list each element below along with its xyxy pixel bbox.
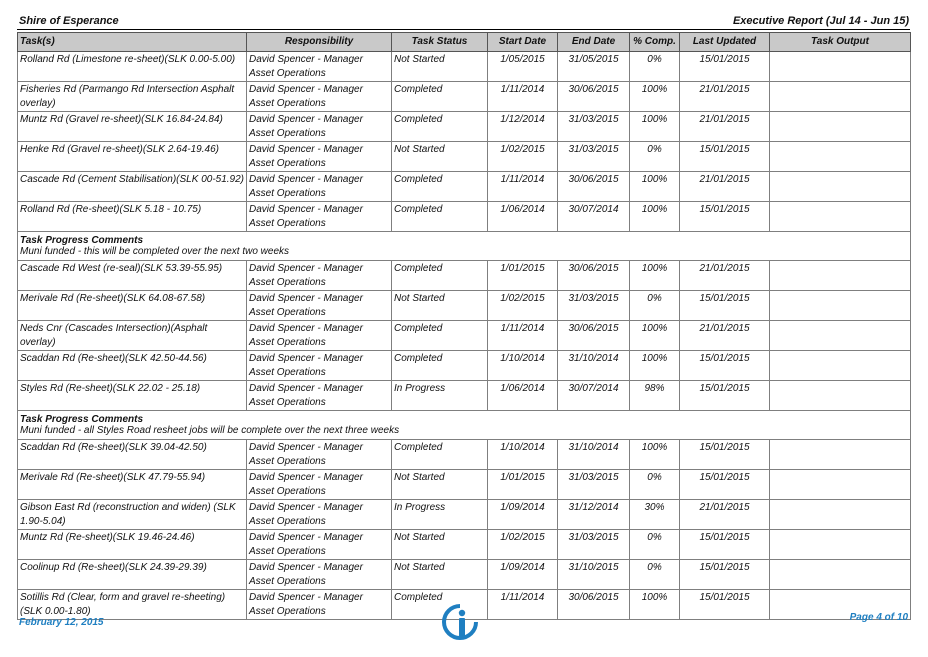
report-title: Executive Report (Jul 14 - Jun 15) bbox=[732, 15, 909, 27]
responsibility-cell: David Spencer - Manager Asset Operations bbox=[247, 500, 392, 530]
task-cell: Cascade Rd (Cement Stabilisation)(SLK 00-51.92) bbox=[18, 172, 247, 202]
last-updated-cell: 21/01/2015 bbox=[680, 112, 770, 142]
task-output-cell bbox=[770, 261, 911, 291]
responsibility-cell: David Spencer - Manager Asset Operations bbox=[247, 202, 392, 232]
percent-complete-cell: 100% bbox=[630, 590, 680, 620]
progress-comment-cell bbox=[18, 232, 911, 261]
end-date-cell: 31/03/2015 bbox=[558, 112, 630, 142]
last-updated-cell: 15/01/2015 bbox=[680, 142, 770, 172]
progress-comment-text: Muni funded - all Styles Road resheet jobs will be complete over the next three weeks bbox=[20, 425, 400, 436]
end-date-cell: 31/03/2015 bbox=[558, 530, 630, 560]
table-row bbox=[18, 291, 911, 321]
status-cell: Completed bbox=[392, 172, 488, 202]
responsibility-cell: David Spencer - Manager Asset Operations bbox=[247, 142, 392, 172]
table-header-row bbox=[18, 33, 911, 52]
responsibility-cell: David Spencer - Manager Asset Operations bbox=[247, 590, 392, 620]
task-output-cell bbox=[770, 351, 911, 381]
responsibility-cell: David Spencer - Manager Asset Operations bbox=[247, 172, 392, 202]
last-updated-cell: 15/01/2015 bbox=[680, 202, 770, 232]
end-date-cell: 31/12/2014 bbox=[558, 500, 630, 530]
status-cell: Completed bbox=[392, 440, 488, 470]
col-updated-header: Last Updated bbox=[680, 33, 770, 52]
percent-complete-cell: 100% bbox=[630, 172, 680, 202]
task-cell: Muntz Rd (Gravel re-sheet)(SLK 16.84-24.84) bbox=[18, 112, 247, 142]
task-cell: Neds Cnr (Cascades Intersection)(Asphalt overlay) bbox=[18, 321, 247, 351]
table-row bbox=[18, 52, 911, 82]
task-cell: Merivale Rd (Re-sheet)(SLK 64.08-67.58) bbox=[18, 291, 247, 321]
start-date-cell: 1/10/2014 bbox=[488, 440, 558, 470]
percent-complete-cell: 100% bbox=[630, 112, 680, 142]
table-row bbox=[18, 202, 911, 232]
progress-comment-text: Muni funded - this will be completed over the next two weeks bbox=[20, 246, 290, 257]
col-comp-header: % Comp. bbox=[630, 33, 680, 52]
task-cell: Sotillis Rd (Clear, form and gravel re-sheeting) (SLK 0.00-1.80) bbox=[18, 590, 247, 620]
task-output-cell bbox=[770, 172, 911, 202]
responsibility-cell: David Spencer - Manager Asset Operations bbox=[247, 381, 392, 411]
table-row bbox=[18, 261, 911, 291]
task-output-cell bbox=[770, 500, 911, 530]
responsibility-cell: David Spencer - Manager Asset Operations bbox=[247, 52, 392, 82]
col-responsibility-header: Responsibility bbox=[247, 33, 392, 52]
status-cell: Not Started bbox=[392, 470, 488, 500]
table-row bbox=[18, 172, 911, 202]
status-cell: Completed bbox=[392, 82, 488, 112]
percent-complete-cell: 0% bbox=[630, 291, 680, 321]
col-start-header: Start Date bbox=[488, 33, 558, 52]
start-date-cell: 1/09/2014 bbox=[488, 500, 558, 530]
progress-comment-cell bbox=[18, 411, 911, 440]
end-date-cell: 31/03/2015 bbox=[558, 142, 630, 172]
percent-complete-cell: 0% bbox=[630, 52, 680, 82]
percent-complete-cell: 0% bbox=[630, 470, 680, 500]
table-row bbox=[18, 381, 911, 411]
task-cell: Styles Rd (Re-sheet)(SLK 22.02 - 25.18) bbox=[18, 381, 247, 411]
end-date-cell: 30/06/2015 bbox=[558, 261, 630, 291]
table-row bbox=[18, 500, 911, 530]
header-divider bbox=[17, 29, 910, 30]
status-cell: Not Started bbox=[392, 530, 488, 560]
last-updated-cell: 21/01/2015 bbox=[680, 82, 770, 112]
start-date-cell: 1/02/2015 bbox=[488, 530, 558, 560]
end-date-cell: 31/03/2015 bbox=[558, 291, 630, 321]
status-cell: Completed bbox=[392, 112, 488, 142]
responsibility-cell: David Spencer - Manager Asset Operations bbox=[247, 470, 392, 500]
task-output-cell bbox=[770, 142, 911, 172]
task-cell: Henke Rd (Gravel re-sheet)(SLK 2.64-19.46) bbox=[18, 142, 247, 172]
table-row bbox=[18, 321, 911, 351]
percent-complete-cell: 100% bbox=[630, 261, 680, 291]
last-updated-cell: 15/01/2015 bbox=[680, 470, 770, 500]
footer-date: February 12, 2015 bbox=[19, 617, 104, 628]
end-date-cell: 30/06/2015 bbox=[558, 82, 630, 112]
end-date-cell: 31/10/2015 bbox=[558, 560, 630, 590]
last-updated-cell: 15/01/2015 bbox=[680, 530, 770, 560]
end-date-cell: 30/07/2014 bbox=[558, 202, 630, 232]
task-output-cell bbox=[770, 291, 911, 321]
last-updated-cell: 15/01/2015 bbox=[680, 440, 770, 470]
task-output-cell bbox=[770, 560, 911, 590]
end-date-cell: 30/06/2015 bbox=[558, 590, 630, 620]
percent-complete-cell: 100% bbox=[630, 321, 680, 351]
percent-complete-cell: 100% bbox=[630, 202, 680, 232]
last-updated-cell: 15/01/2015 bbox=[680, 291, 770, 321]
status-cell: Not Started bbox=[392, 291, 488, 321]
start-date-cell: 1/10/2014 bbox=[488, 351, 558, 381]
task-table bbox=[17, 32, 911, 620]
status-cell: Completed bbox=[392, 590, 488, 620]
percent-complete-cell: 0% bbox=[630, 560, 680, 590]
responsibility-cell: David Spencer - Manager Asset Operations bbox=[247, 261, 392, 291]
last-updated-cell: 21/01/2015 bbox=[680, 172, 770, 202]
table-row bbox=[18, 530, 911, 560]
task-cell: Fisheries Rd (Parmango Rd Intersection Asphalt overlay) bbox=[18, 82, 247, 112]
task-cell: Rolland Rd (Limestone re-sheet)(SLK 0.00-5.00) bbox=[18, 52, 247, 82]
status-cell: Completed bbox=[392, 321, 488, 351]
col-end-header: End Date bbox=[558, 33, 630, 52]
percent-complete-cell: 0% bbox=[630, 530, 680, 560]
responsibility-cell: David Spencer - Manager Asset Operations bbox=[247, 440, 392, 470]
task-output-cell bbox=[770, 470, 911, 500]
percent-complete-cell: 100% bbox=[630, 82, 680, 112]
col-status-header: Task Status bbox=[392, 33, 488, 52]
table-row bbox=[18, 82, 911, 112]
start-date-cell: 1/06/2014 bbox=[488, 202, 558, 232]
percent-complete-cell: 0% bbox=[630, 142, 680, 172]
start-date-cell: 1/11/2014 bbox=[488, 82, 558, 112]
info-i-logo-icon bbox=[440, 604, 480, 640]
task-output-cell bbox=[770, 381, 911, 411]
page-number: Page 4 of 10 bbox=[849, 612, 908, 623]
end-date-cell: 31/10/2014 bbox=[558, 351, 630, 381]
start-date-cell: 1/09/2014 bbox=[488, 560, 558, 590]
status-cell: Completed bbox=[392, 261, 488, 291]
responsibility-cell: David Spencer - Manager Asset Operations bbox=[247, 82, 392, 112]
task-cell: Scaddan Rd (Re-sheet)(SLK 39.04-42.50) bbox=[18, 440, 247, 470]
end-date-cell: 30/07/2014 bbox=[558, 381, 630, 411]
end-date-cell: 30/06/2015 bbox=[558, 321, 630, 351]
task-output-cell bbox=[770, 52, 911, 82]
task-cell: Coolinup Rd (Re-sheet)(SLK 24.39-29.39) bbox=[18, 560, 247, 590]
end-date-cell: 31/10/2014 bbox=[558, 440, 630, 470]
start-date-cell: 1/11/2014 bbox=[488, 321, 558, 351]
percent-complete-cell: 98% bbox=[630, 381, 680, 411]
table-row bbox=[18, 112, 911, 142]
status-cell: Not Started bbox=[392, 142, 488, 172]
task-output-cell bbox=[770, 112, 911, 142]
start-date-cell: 1/01/2015 bbox=[488, 470, 558, 500]
task-output-cell bbox=[770, 440, 911, 470]
end-date-cell: 30/06/2015 bbox=[558, 172, 630, 202]
start-date-cell: 1/12/2014 bbox=[488, 112, 558, 142]
percent-complete-cell: 30% bbox=[630, 500, 680, 530]
last-updated-cell: 15/01/2015 bbox=[680, 381, 770, 411]
progress-comment-title: Task Progress Comments bbox=[20, 235, 144, 246]
last-updated-cell: 21/01/2015 bbox=[680, 500, 770, 530]
task-cell: Scaddan Rd (Re-sheet)(SLK 42.50-44.56) bbox=[18, 351, 247, 381]
table-row bbox=[18, 470, 911, 500]
task-cell: Cascade Rd West (re-seal)(SLK 53.39-55.95) bbox=[18, 261, 247, 291]
table-body bbox=[18, 52, 911, 620]
percent-complete-cell: 100% bbox=[630, 351, 680, 381]
responsibility-cell: David Spencer - Manager Asset Operations bbox=[247, 321, 392, 351]
start-date-cell: 1/11/2014 bbox=[488, 172, 558, 202]
col-output-header: Task Output bbox=[770, 33, 911, 52]
task-output-cell bbox=[770, 202, 911, 232]
percent-complete-cell: 100% bbox=[630, 440, 680, 470]
table-row bbox=[18, 440, 911, 470]
status-cell: Completed bbox=[392, 202, 488, 232]
last-updated-cell: 21/01/2015 bbox=[680, 321, 770, 351]
end-date-cell: 31/05/2015 bbox=[558, 52, 630, 82]
last-updated-cell: 21/01/2015 bbox=[680, 261, 770, 291]
start-date-cell: 1/02/2015 bbox=[488, 142, 558, 172]
last-updated-cell: 15/01/2015 bbox=[680, 52, 770, 82]
start-date-cell: 1/01/2015 bbox=[488, 261, 558, 291]
task-cell: Rolland Rd (Re-sheet)(SLK 5.18 - 10.75) bbox=[18, 202, 247, 232]
task-output-cell bbox=[770, 82, 911, 112]
task-output-cell bbox=[770, 530, 911, 560]
status-cell: Not Started bbox=[392, 560, 488, 590]
org-name: Shire of Esperance bbox=[19, 15, 119, 27]
task-cell: Merivale Rd (Re-sheet)(SLK 47.79-55.94) bbox=[18, 470, 247, 500]
status-cell: Not Started bbox=[392, 52, 488, 82]
start-date-cell: 1/06/2014 bbox=[488, 381, 558, 411]
table-row bbox=[18, 560, 911, 590]
status-cell: In Progress bbox=[392, 500, 488, 530]
start-date-cell: 1/02/2015 bbox=[488, 291, 558, 321]
table-row bbox=[18, 142, 911, 172]
responsibility-cell: David Spencer - Manager Asset Operations bbox=[247, 112, 392, 142]
responsibility-cell: David Spencer - Manager Asset Operations bbox=[247, 291, 392, 321]
last-updated-cell: 15/01/2015 bbox=[680, 590, 770, 620]
end-date-cell: 31/03/2015 bbox=[558, 470, 630, 500]
task-cell: Gibson East Rd (reconstruction and widen) (SLK 1.90-5.04) bbox=[18, 500, 247, 530]
col-task-header: Task(s) bbox=[18, 33, 247, 52]
progress-comment-row bbox=[18, 411, 911, 440]
status-cell: In Progress bbox=[392, 381, 488, 411]
progress-comment-title: Task Progress Comments bbox=[20, 414, 144, 425]
start-date-cell: 1/05/2015 bbox=[488, 52, 558, 82]
progress-comment-row bbox=[18, 232, 911, 261]
table-row bbox=[18, 351, 911, 381]
start-date-cell: 1/11/2014 bbox=[488, 590, 558, 620]
last-updated-cell: 15/01/2015 bbox=[680, 560, 770, 590]
task-cell: Muntz Rd (Re-sheet)(SLK 19.46-24.46) bbox=[18, 530, 247, 560]
responsibility-cell: David Spencer - Manager Asset Operations bbox=[247, 560, 392, 590]
responsibility-cell: David Spencer - Manager Asset Operations bbox=[247, 530, 392, 560]
responsibility-cell: David Spencer - Manager Asset Operations bbox=[247, 351, 392, 381]
status-cell: Completed bbox=[392, 351, 488, 381]
last-updated-cell: 15/01/2015 bbox=[680, 351, 770, 381]
task-output-cell bbox=[770, 321, 911, 351]
